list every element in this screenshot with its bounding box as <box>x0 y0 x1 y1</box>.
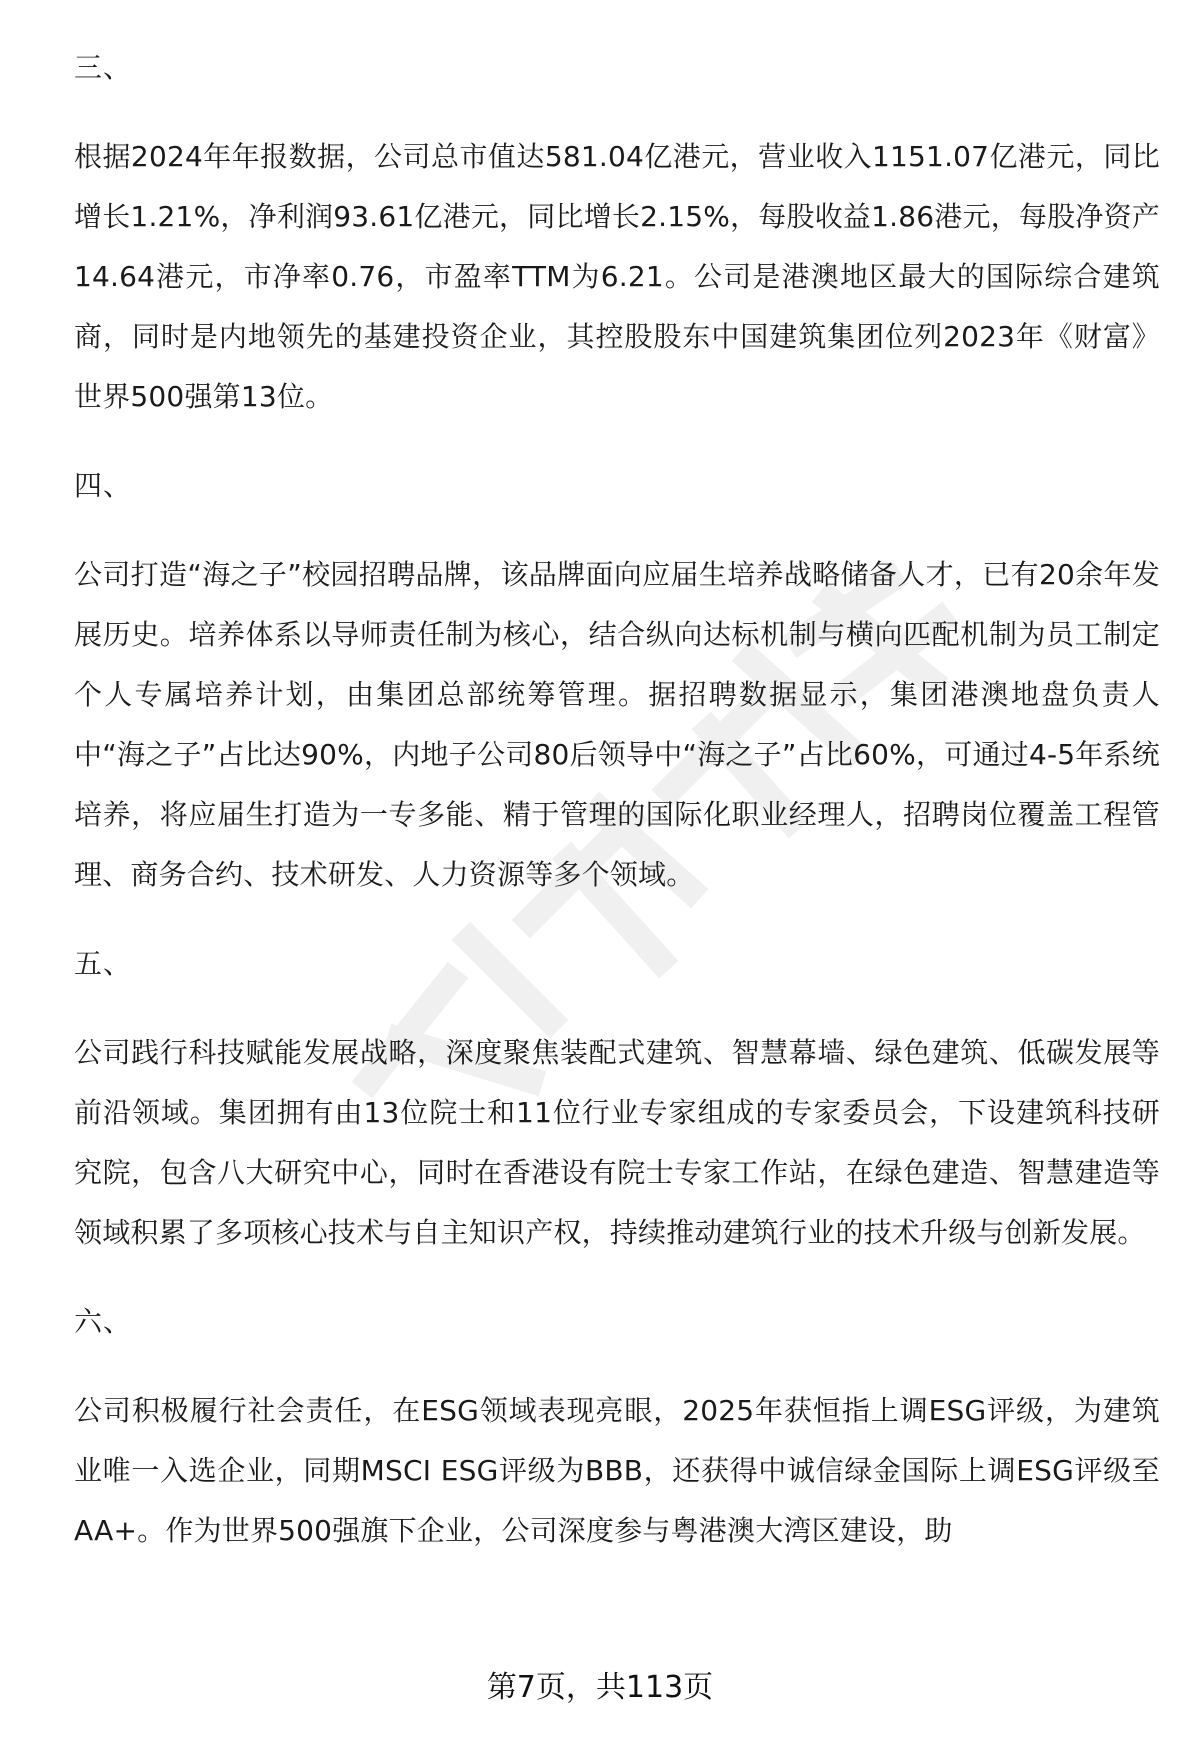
section-5 <box>74 934 1160 1263</box>
section-paragraph: 公司积极履行社会责任，在ESG领域表现亮眼，2025年获恒指上调ESG评级，为建筑业唯一入选企业，同期MSCI ESG评级为BBB，还获得中诚信绿金国际上调ESG评级至AA+。作为世界500强旗下企业，公司深度参与粤港澳大湾区建设，助 <box>74 1394 1160 1547</box>
section-6 <box>74 1292 1160 1561</box>
section-paragraph: 公司践行科技赋能发展战略，深度聚焦装配式建筑、智慧幕墙、绿色建筑、低碳发展等前沿领域。集团拥有由13位院士和11位行业专家组成的专家委员会，下设建筑科技研究院，包含八大研究中心，同时在香港设有院士专家工作站，在绿色建造、智慧建造等领域积累了多项核心技术与自主知识产权，持续推动建筑行业的技术升级与创新发展。 <box>74 1036 1160 1249</box>
section-paragraph: 公司打造“海之子”校园招聘品牌，该品牌面向应届生培养战略储备人才，已有20余年发展历史。培养体系以导师责任制为核心，结合纵向达标机制与横向匹配机制为员工制定个人专属培养计划，由集团总部统筹管理。据招聘数据显示，集团港澳地盘负责人中“海之子”占比达90%，内地子公司80后领导中“海之子”占比60%，可通过4-5年系统培养，将应届生打造为一专多能、精于管理的国际化职业经理人，招聘岗位覆盖工程管理、商务合约、技术研发、人力资源等多个领域。 <box>74 558 1160 891</box>
section-heading: 六、 <box>74 1305 133 1338</box>
section-heading: 四、 <box>74 469 133 502</box>
section-heading: 五、 <box>74 947 133 980</box>
section-3 <box>74 38 1160 427</box>
section-4 <box>74 456 1160 905</box>
page-number-footer: 第7页，共113页 <box>486 1670 714 1705</box>
section-heading: 三、 <box>74 51 133 84</box>
document-body <box>74 38 1160 1590</box>
section-paragraph: 根据2024年年报数据，公司总市值达581.04亿港元，营业收入1151.07亿港元，同比增长1.21%，净利润93.61亿港元，同比增长2.15%，每股收益1.86港元，每股净资产14.64港元，市净率0.76，市盈率TTM为6.21。公司是港澳地区最大的国际综合建筑商，同时是内地领先的基建投资企业，其控股股东中国建筑集团位列2023年《财富》世界500强第13位。 <box>74 140 1160 413</box>
